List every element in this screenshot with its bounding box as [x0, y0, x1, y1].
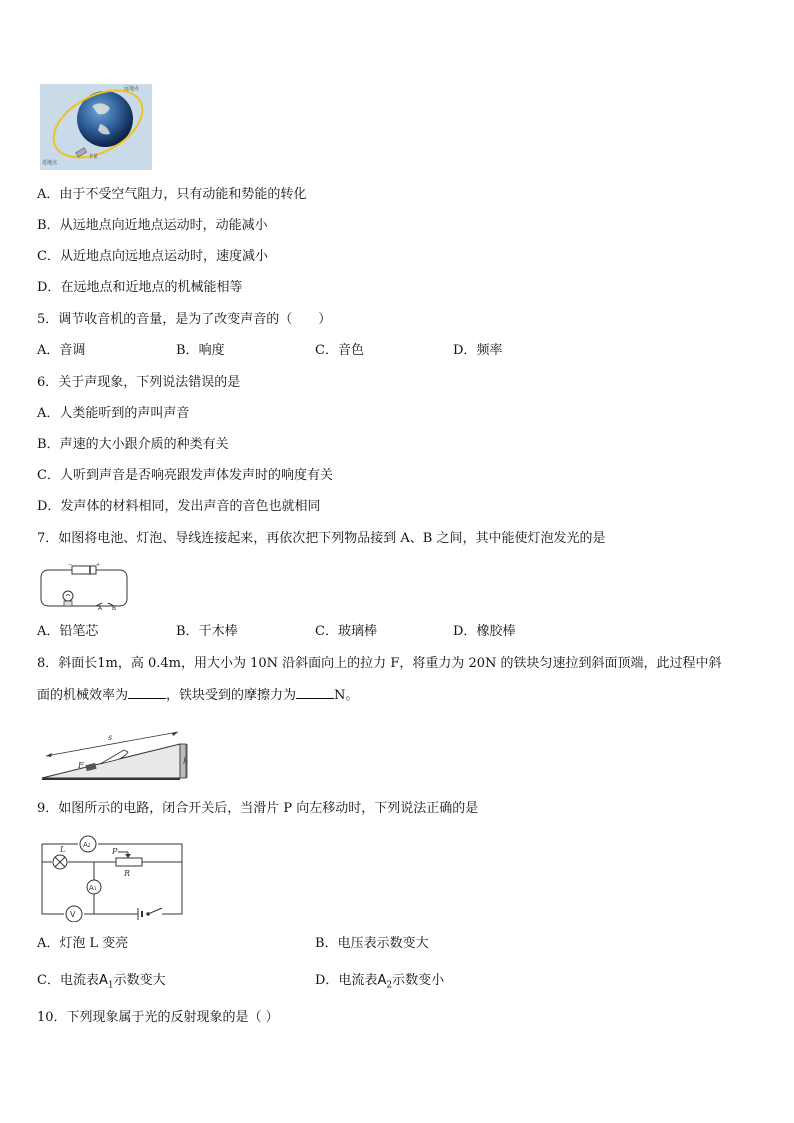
- q4-option-b: B．从远地点向近地点运动时，动能减小: [37, 218, 268, 233]
- q9-option-a: A．灯泡 L 变亮: [37, 936, 129, 951]
- q4-option-d: D．在远地点和近地点的机械能相等: [37, 280, 243, 295]
- near-point-label: 近地点: [42, 160, 58, 166]
- q8-stem-line1: 8．斜面长1m，高 0.4m，用大小为 10N 沿斜面向上的拉力 F，将重力为 20N 的铁块匀速拉到斜面顶端，此过程中斜: [37, 656, 722, 671]
- svg-text:R: R: [124, 869, 131, 878]
- svg-text:P: P: [112, 847, 118, 856]
- q7-option-c: C．玻璃棒: [315, 624, 377, 639]
- satellite-label: 卫星: [88, 154, 99, 160]
- bulb-icon: [63, 591, 73, 601]
- q6-option-d: D．发声体的材料相同，发出声音的音色也就相同: [37, 499, 321, 514]
- q7-option-d: D．橡胶棒: [453, 624, 516, 639]
- force-f-label: F: [78, 761, 84, 770]
- point-a-label: A: [98, 605, 103, 610]
- svg-text:V: V: [70, 910, 76, 919]
- q5-option-c: C．音色: [315, 343, 364, 358]
- q9-option-b: B．电压表示数变大: [315, 936, 429, 951]
- point-b-label: B: [112, 605, 117, 610]
- efficiency-blank[interactable]: [128, 686, 166, 699]
- slide-rheostat-circuit-figure: [38, 828, 186, 922]
- battery-icon: [138, 908, 142, 920]
- q7-option-a: A．铅笔芯: [37, 624, 99, 639]
- q6-option-a: A．人类能听到的声叫声音: [37, 406, 190, 421]
- svg-text:L: L: [60, 845, 66, 854]
- q7-stem: 7．如图将电池、灯泡、导线连接起来，再依次把下列物品接到 A、B 之间，其中能使灯泡发光的是: [37, 531, 606, 546]
- far-point-label: 远地点: [124, 86, 140, 92]
- q8-stem-line2: 面的机械效率为 ，铁块受到的摩擦力为 N。: [37, 688, 359, 703]
- switch-icon: [147, 908, 162, 915]
- svg-text:A₁: A₁: [89, 884, 97, 892]
- incline-figure: [38, 730, 190, 782]
- q6-stem: 6．关于声现象，下列说法错误的是: [37, 375, 241, 390]
- q9-option-d: D．电流表$A_2$示数变小: [315, 973, 445, 991]
- circuit-wire: [41, 570, 127, 606]
- q10-stem: 10．下列现象属于光的反射现象的是（ ）: [37, 1010, 279, 1025]
- battery-icon: [72, 566, 96, 574]
- q7-option-b: B．干木棒: [176, 624, 238, 639]
- svg-text:+: +: [96, 562, 101, 568]
- height-h-label: h: [183, 757, 189, 766]
- q9-option-c: C．电流表$A_1$示数变大: [37, 973, 166, 991]
- q4-option-a: A．由于不受空气阻力，只有动能和势能的转化: [37, 187, 307, 202]
- svg-text:−: −: [68, 562, 73, 568]
- svg-text:A₂: A₂: [83, 841, 91, 849]
- q5-option-b: B．响度: [176, 343, 225, 358]
- friction-blank[interactable]: [296, 686, 334, 699]
- length-s-label: s: [108, 733, 113, 742]
- q4-option-c: C．从近地点向远地点运动时，速度减小: [37, 249, 268, 264]
- bulb-circuit-figure: [38, 562, 132, 610]
- q5-option-a: A．音调: [37, 343, 86, 358]
- q5-stem: 5．调节收音机的音量，是为了改变声音的（ ）: [37, 312, 332, 327]
- q5-option-d: D．频率: [453, 343, 503, 358]
- satellite-orbit-figure: [40, 84, 152, 170]
- q6-option-c: C．人听到声音是否响亮跟发声体发声时的响度有关: [37, 468, 333, 483]
- rheostat-r-icon: [116, 858, 142, 866]
- q6-option-b: B．声速的大小跟介质的种类有关: [37, 437, 229, 452]
- q9-stem: 9．如图所示的电路，闭合开关后，当滑片 P 向左移动时，下列说法正确的是: [37, 801, 479, 816]
